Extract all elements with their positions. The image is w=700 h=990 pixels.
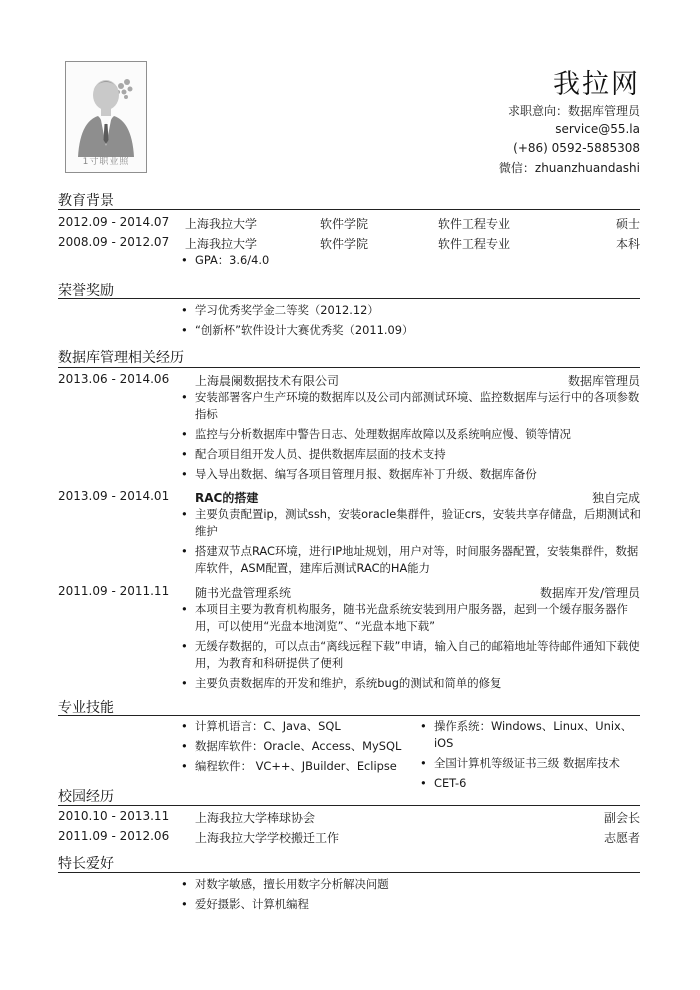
job-org: 随书光盘管理系统 [195, 586, 292, 600]
list-item: • 数据库软件：Oracle、Access、MySQL [181, 738, 411, 755]
skills-right-list [420, 718, 650, 795]
list-item: • CET-6 [420, 775, 650, 792]
job-date: 2011.09 - 2011.11 [58, 584, 170, 598]
edu-date: 2008.09 - 2012.07 [58, 235, 170, 249]
campus-org: 上海我拉大学棒球协会 [195, 811, 316, 825]
list-item: • 学习优秀奖学金二等奖（2012.12） [181, 302, 641, 319]
edu-major: 软件工程专业 [438, 237, 511, 251]
edu-college: 软件学院 [320, 217, 369, 231]
section-title-skills: 专业技能 [58, 700, 114, 716]
list-item: • 操作系统：Windows、Linux、Unix、iOS [420, 718, 650, 752]
job-role: 独自完成 [591, 491, 640, 505]
section-divider [58, 872, 640, 873]
email: service@55.la [555, 122, 640, 136]
list-item: • “创新杯”软件设计大赛优秀奖（2011.09） [181, 322, 641, 339]
job-role: 数据库开发/管理员 [539, 586, 640, 600]
job-org: RAC的搭建 [195, 491, 259, 505]
edu-degree: 硕士 [615, 217, 640, 231]
job-org: 上海晨阑数据技术有限公司 [195, 374, 340, 388]
job-date: 2013.06 - 2014.06 [58, 372, 170, 386]
section-title-education: 教育背景 [58, 193, 114, 209]
campus-date: 2011.09 - 2012.06 [58, 829, 170, 843]
photo-caption: 1寸职业照 [82, 157, 130, 167]
section-divider [58, 715, 640, 716]
edu-college: 软件学院 [320, 237, 369, 251]
job-bullets [181, 601, 641, 695]
job-bullets [181, 506, 641, 580]
section-title-honors: 荣誉奖励 [58, 283, 114, 299]
list-item: • 无缓存数据的，可以点击“离线远程下载”申请，输入自己的邮箱地址等待邮件通知下载使用，为教育和科研提供了便利 [181, 638, 641, 672]
section-divider [58, 367, 640, 368]
edu-degree: 本科 [615, 237, 640, 251]
list-item: • 对数字敏感，擅长用数字分析解决问题 [181, 876, 641, 893]
job-role: 数据库管理员 [567, 374, 640, 388]
campus-date: 2010.10 - 2013.11 [58, 809, 170, 823]
profile-photo [65, 61, 147, 173]
edu-school: 上海我拉大学 [185, 237, 258, 251]
edu-major: 软件工程专业 [438, 217, 511, 231]
edu-date: 2012.09 - 2014.07 [58, 215, 170, 229]
list-item: • 监控与分析数据库中警告日志、处理数据库故障以及系统响应慢、锁等情况 [181, 426, 641, 443]
section-divider [58, 805, 640, 806]
job-bullets [181, 389, 641, 486]
list-item: • GPA：3.6/4.0 [181, 252, 641, 269]
campus-role: 志愿者 [603, 831, 640, 845]
job-target: 求职意向：数据库管理员 [507, 104, 640, 118]
section-divider [58, 298, 640, 299]
section-title-campus: 校园经历 [58, 789, 114, 805]
list-item: • 爱好摄影、计算机编程 [181, 896, 641, 913]
section-title-hobbies: 特长爱好 [58, 856, 114, 872]
list-item: • 全国计算机等级证书三级 数据库技术 [420, 755, 650, 772]
wechat: 微信：zhuanzhuandashi [498, 161, 640, 175]
list-item: • 主要负责数据库的开发和维护，系统bug的测试和简单的修复 [181, 675, 641, 692]
honors-list [181, 302, 641, 342]
list-item: • 配合项目组开发人员、提供数据库层面的技术支持 [181, 446, 641, 463]
candidate-name: 我拉网 [553, 69, 640, 100]
phone: (+86) 0592-5885308 [513, 141, 640, 155]
list-item: • 搭建双节点RAC环境，进行IP地址规划，用户对等，时间服务器配置，安装集群件，数据库软件，ASM配置，建库后测试RAC的HA能力 [181, 543, 641, 577]
list-item: • 本项目主要为教育机构服务，随书光盘系统安装到用户服务器，起到一个缓存服务器作用，可以使用“光盘本地浏览”、“光盘本地下载” [181, 601, 641, 635]
list-item: • 计算机语言：C、Java、SQL [181, 718, 411, 735]
skills-left-list [181, 718, 411, 778]
section-divider [58, 209, 640, 210]
job-date: 2013.09 - 2014.01 [58, 489, 170, 503]
list-item: • 主要负责配置ip，测试ssh，安装oracle集群件，验证crs，安装共享存储盘，后期测试和维护 [181, 506, 641, 540]
list-item: • 导入导出数据、编写各项目管理月报、数据库补丁升级、数据库备份 [181, 466, 641, 483]
edu-school: 上海我拉大学 [185, 217, 258, 231]
campus-org: 上海我拉大学学校搬迁工作 [195, 831, 340, 845]
gpa-list [181, 252, 641, 272]
section-title-experience: 数据库管理相关经历 [58, 350, 184, 366]
list-item: • 安装部署客户生产环境的数据库以及公司内部测试环境、监控数据库与运行中的各项参数指标 [181, 389, 641, 423]
hobbies-list [181, 876, 641, 916]
list-item: • 编程软件： VC++、JBuilder、Eclipse [181, 758, 411, 775]
campus-role: 副会长 [603, 811, 640, 825]
